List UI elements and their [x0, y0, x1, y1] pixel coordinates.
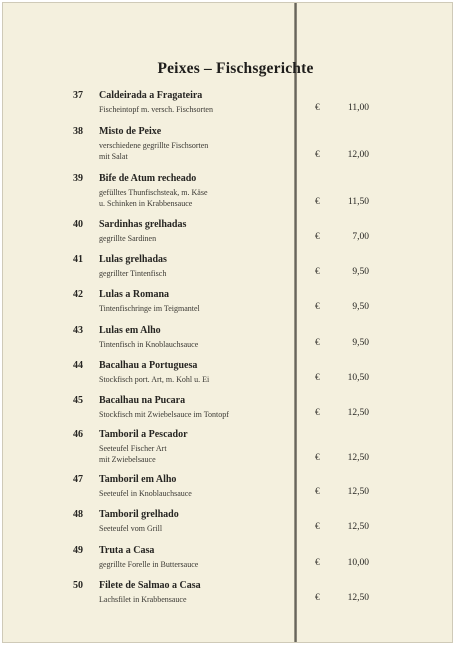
item-number: 45 [73, 395, 83, 406]
menu-item [3, 325, 453, 357]
menu-item [3, 289, 453, 321]
item-price: 12,50 [347, 408, 369, 418]
item-name: Filete de Salmao a Casa [99, 580, 201, 591]
item-price: 12,50 [347, 453, 369, 463]
item-name: Lulas a Romana [99, 289, 170, 300]
item-description: mit Zwiebelsauce [99, 455, 156, 464]
item-name: Tamboril em Alho [99, 474, 177, 485]
item-number: 46 [73, 429, 83, 440]
item-description: Stockfisch port. Art, m. Kohl u. Ei [99, 375, 210, 384]
menu-page [2, 2, 453, 643]
item-name: Misto de Peixe [99, 126, 162, 137]
currency-symbol: € [315, 453, 320, 463]
item-description: gegrillte Forelle in Buttersauce [99, 560, 199, 569]
item-number: 43 [73, 325, 83, 336]
currency-symbol: € [315, 267, 320, 277]
item-description: gegrillte Sardinen [99, 234, 157, 243]
item-description: Tintenfisch in Knoblauchsauce [99, 340, 199, 349]
item-price: 7,00 [352, 232, 369, 242]
menu-item [3, 429, 453, 464]
item-name: Caldeirada a Fragateira [99, 90, 203, 101]
item-price: 12,50 [347, 487, 369, 497]
item-number: 41 [73, 254, 83, 265]
currency-symbol: € [315, 150, 320, 160]
item-price: 12,00 [347, 150, 369, 160]
item-name: Sardinhas grelhadas [99, 219, 187, 230]
menu-item [3, 395, 453, 427]
item-description: gefülltes Thunfischsteak, m. Käse [99, 188, 208, 197]
menu-item [3, 126, 453, 161]
currency-symbol: € [315, 408, 320, 418]
item-price: 11,00 [347, 103, 369, 113]
item-number: 44 [73, 360, 83, 371]
item-price: 9,50 [352, 302, 369, 312]
item-name: Tamboril a Pescador [99, 429, 188, 440]
item-description: mit Salat [99, 152, 128, 161]
item-price: 10,50 [347, 373, 369, 383]
item-name: Bacalhau na Pucara [99, 395, 186, 406]
item-description: Tintenfischringe im Teigmantel [99, 304, 200, 313]
currency-symbol: € [315, 103, 320, 113]
item-description: Lachsfilet in Krabbensauce [99, 595, 187, 604]
item-name: Bife de Atum recheado [99, 173, 197, 184]
item-name: Lulas grelhadas [99, 254, 167, 265]
menu-item [3, 173, 453, 208]
item-price: 9,50 [352, 338, 369, 348]
menu-item [3, 360, 453, 392]
item-name: Tamboril grelhado [99, 509, 179, 520]
item-price: 9,50 [352, 267, 369, 277]
item-number: 37 [73, 90, 83, 101]
item-description: Fischeintopf m. versch. Fischsorten [99, 105, 213, 114]
item-price: 11,50 [347, 197, 369, 207]
menu-item [3, 580, 453, 612]
currency-symbol: € [315, 197, 320, 207]
item-description: verschiedene gegrillte Fischsorten [99, 141, 209, 150]
currency-symbol: € [315, 302, 320, 312]
item-number: 48 [73, 509, 83, 520]
menu-item [3, 474, 453, 506]
item-description: Stockfisch mit Zwiebelsauce im Tontopf [99, 410, 229, 419]
item-price: 12,50 [347, 593, 369, 603]
item-name: Lulas em Alho [99, 325, 161, 336]
page-title: Peixes – Fischsgerichte [157, 60, 314, 77]
item-description: u. Schinken in Krabbensauce [99, 199, 193, 208]
item-name: Truta a Casa [99, 545, 155, 556]
item-number: 40 [73, 219, 83, 230]
item-description: gegrillter Tintenfisch [99, 269, 167, 278]
menu-item [3, 219, 453, 251]
item-description: Seeteufel in Knoblauchsauce [99, 489, 192, 498]
menu-item [3, 545, 453, 577]
menu-item [3, 90, 453, 122]
menu-item [3, 254, 453, 286]
currency-symbol: € [315, 232, 320, 242]
item-name: Bacalhau a Portuguesa [99, 360, 198, 371]
item-number: 49 [73, 545, 83, 556]
currency-symbol: € [315, 487, 320, 497]
item-description: Seeteufel vom Grill [99, 524, 163, 533]
item-price: 10,00 [347, 558, 369, 568]
currency-symbol: € [315, 338, 320, 348]
item-number: 50 [73, 580, 83, 591]
item-number: 38 [73, 126, 83, 137]
item-price: 12,50 [347, 522, 369, 532]
item-number: 47 [73, 474, 83, 485]
item-number: 39 [73, 173, 83, 184]
menu-item [3, 509, 453, 541]
currency-symbol: € [315, 522, 320, 532]
currency-symbol: € [315, 558, 320, 568]
currency-symbol: € [315, 593, 320, 603]
menu-list [3, 3, 453, 643]
item-number: 42 [73, 289, 83, 300]
currency-symbol: € [315, 373, 320, 383]
item-description: Seeteufel Fischer Art [99, 444, 167, 453]
